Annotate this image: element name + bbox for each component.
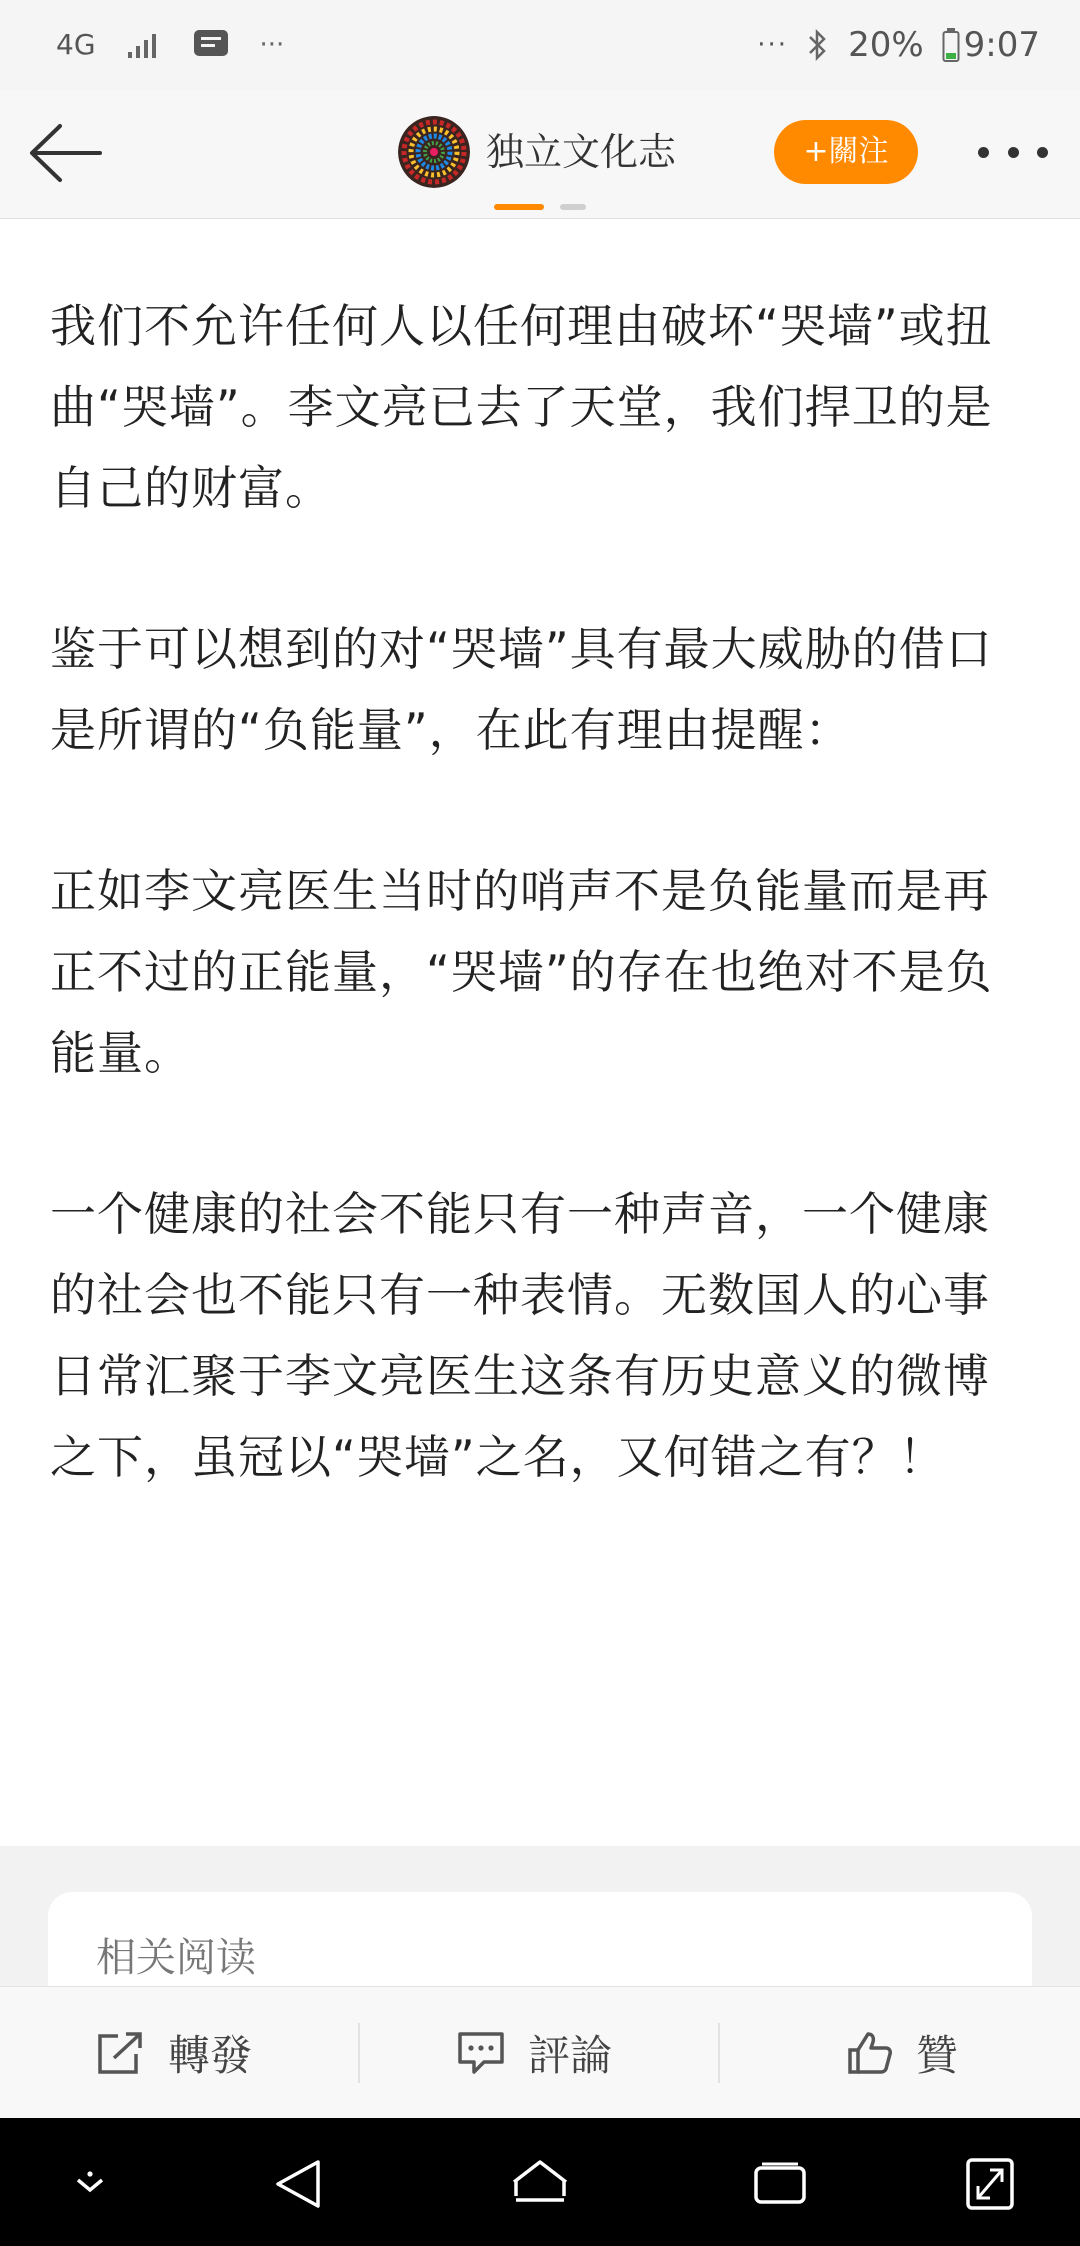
- account-name[interactable]: 独立文化志: [486, 130, 677, 174]
- fullscreen-button[interactable]: [960, 2156, 1020, 2212]
- action-divider: [358, 2023, 360, 2083]
- related-title: 相关阅读: [96, 1935, 256, 1981]
- mandala-logo-icon: [398, 116, 470, 188]
- header-bar: [0, 90, 1080, 219]
- nav-home-button[interactable]: [510, 2156, 570, 2212]
- nav-recents-button[interactable]: [750, 2156, 810, 2212]
- battery-icon: [942, 27, 960, 63]
- like-label: 贊: [916, 2031, 959, 2080]
- like-icon: [846, 2030, 894, 2076]
- nav-back-icon: [270, 2156, 330, 2212]
- comment-button[interactable]: [456, 1987, 612, 2119]
- action-bar: [0, 1986, 1080, 2119]
- nav-back-button[interactable]: [270, 2156, 330, 2212]
- system-nav-bar: [0, 2118, 1080, 2246]
- message-icon: [192, 28, 230, 62]
- notification-more: ···: [259, 30, 285, 60]
- hide-nav-button[interactable]: [60, 2156, 120, 2212]
- status-right: [757, 18, 1040, 72]
- expand-icon: [960, 2156, 1020, 2212]
- battery-percent: 20%: [848, 25, 924, 65]
- clock: 9:07: [963, 25, 1040, 65]
- back-button[interactable]: [26, 120, 106, 186]
- repost-icon: [96, 2030, 146, 2076]
- chevron-down-icon: [60, 2156, 120, 2212]
- action-divider: [718, 2023, 720, 2083]
- page-indicator-active: [494, 204, 544, 210]
- status-more: ···: [757, 30, 789, 60]
- article-paragraph: 一个健康的社会不能只有一种声音，一个健康的社会也不能只有一种表情。无数国人的心事日常汇聚于李文亮医生这条有历史意义的微博之下，虽冠以“哭墙”之名，又何错之有？！: [50, 1187, 990, 1484]
- network-indicator: 4G: [56, 28, 96, 61]
- comment-label: 評論: [528, 2031, 613, 2080]
- nav-home-icon: [510, 2156, 570, 2212]
- related-card[interactable]: [48, 1892, 1032, 1986]
- article-paragraph: 鉴于可以想到的对“哭墙”具有最大威胁的借口是所谓的“负能量”，在此有理由提醒：: [50, 622, 993, 757]
- signal-icon: [126, 30, 162, 60]
- page-indicator: [560, 204, 586, 210]
- follow-button[interactable]: +關注: [774, 120, 918, 184]
- more-dots-icon: [978, 147, 989, 158]
- article-paragraph: 正如李文亮医生当时的哨声不是负能量而是再正不过的正能量，“哭墙”的存在也绝对不是负能量。: [50, 864, 993, 1080]
- back-arrow-icon: [26, 120, 106, 186]
- article-body: [50, 286, 1030, 1578]
- status-left: [56, 18, 284, 72]
- comment-icon: [456, 2030, 506, 2076]
- more-options-button[interactable]: [978, 142, 1048, 162]
- account-avatar[interactable]: [398, 116, 470, 188]
- repost-button[interactable]: [96, 1987, 252, 2119]
- like-button[interactable]: [846, 1987, 958, 2119]
- nav-recents-icon: [750, 2156, 810, 2212]
- status-bar: [0, 0, 1080, 90]
- article-paragraph: 我们不允许任何人以任何理由破坏“哭墙”或扭曲“哭墙”。李文亮已去了天堂，我们捍卫的是自己的财富。: [50, 299, 993, 515]
- bluetooth-icon: [806, 27, 830, 63]
- repost-label: 轉發: [168, 2031, 253, 2080]
